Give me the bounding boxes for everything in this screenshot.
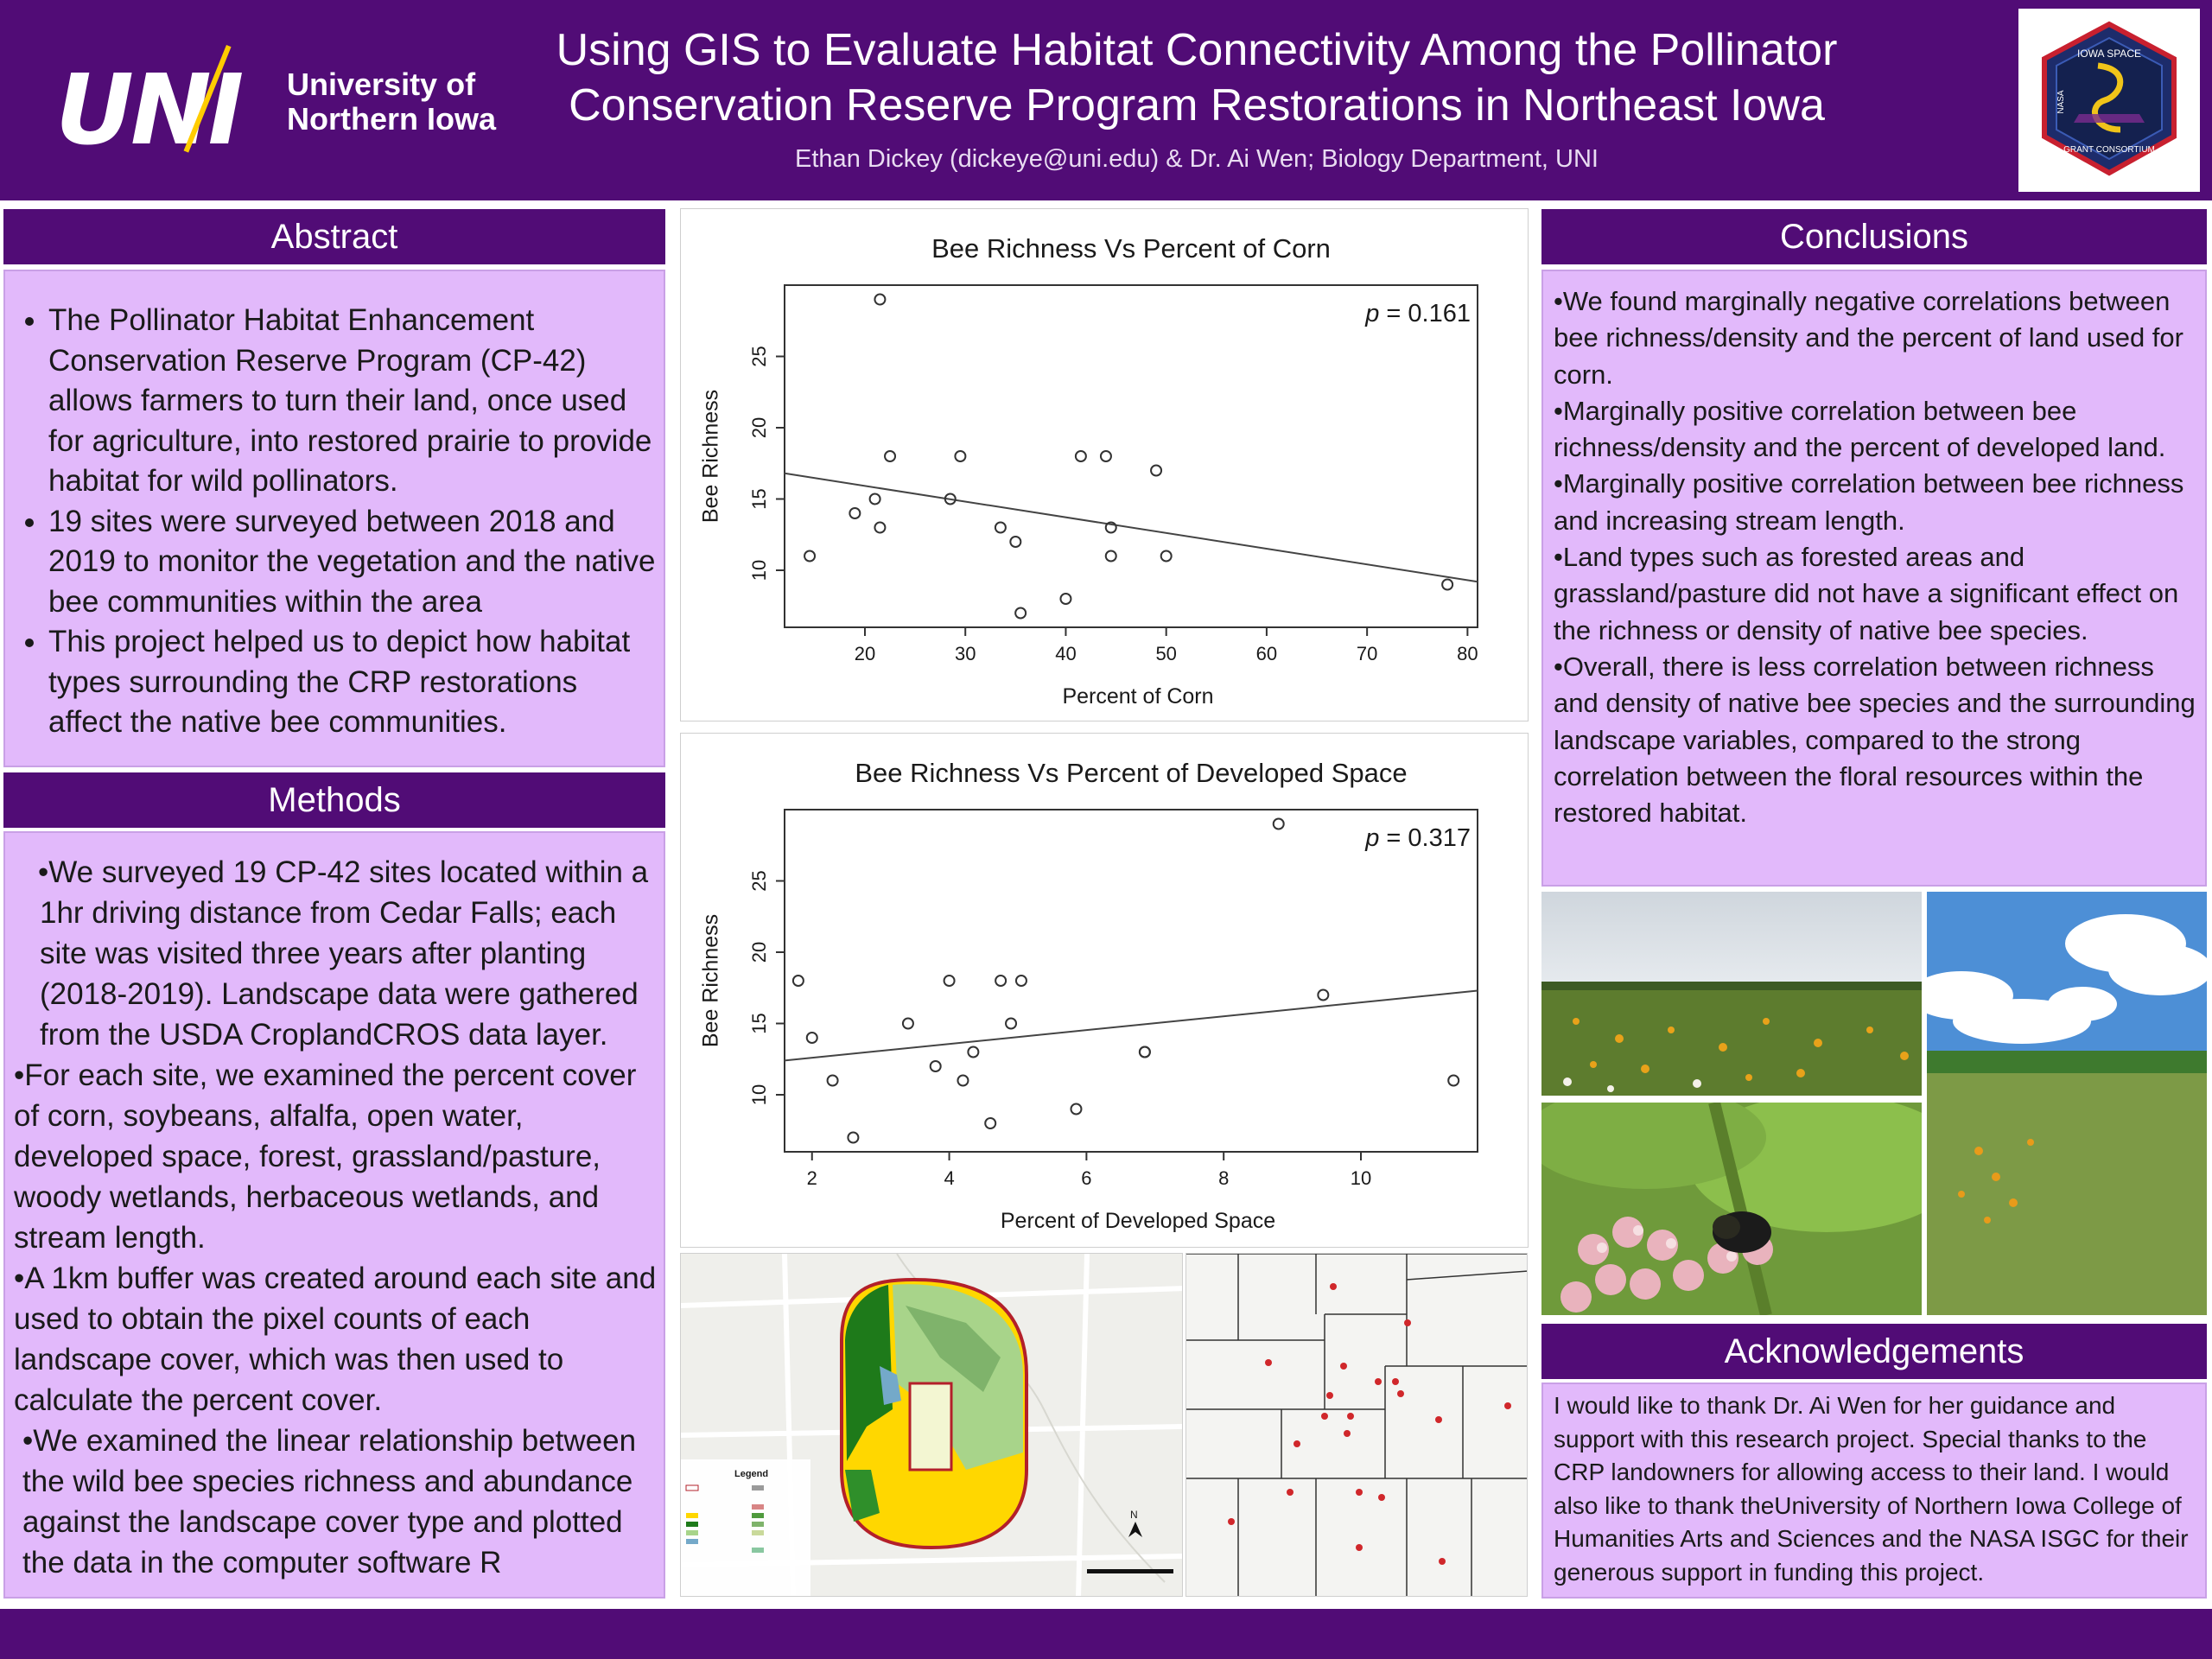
x-axis-label: Percent of Developed Space xyxy=(1000,1209,1276,1233)
data-point xyxy=(944,976,955,986)
x-tick-label: 8 xyxy=(1218,1167,1230,1189)
p-symbol: p xyxy=(1365,824,1380,852)
data-point xyxy=(874,523,885,533)
uni-logo-mark: UNI xyxy=(55,54,241,167)
data-point xyxy=(793,976,804,986)
methods-item-3-text: •A 1km buffer was created around each site and used to obtain the pixel counts of each landscape cover, which was then used to calculate the percent cover. xyxy=(14,1262,657,1417)
abstract-body xyxy=(3,270,665,767)
abstract-list xyxy=(14,301,657,743)
data-point xyxy=(1106,551,1116,562)
data-point xyxy=(1101,451,1111,461)
data-point xyxy=(874,295,885,305)
data-point xyxy=(995,523,1006,533)
methods-item-4 xyxy=(14,1421,664,1583)
y-tick-label: 10 xyxy=(747,559,770,582)
conclusions-heading: Conclusions xyxy=(1541,209,2207,264)
methods-body xyxy=(3,831,665,1599)
data-point xyxy=(804,551,815,562)
data-point xyxy=(1442,580,1452,590)
plot-frame xyxy=(785,285,1478,627)
data-point xyxy=(1140,1047,1150,1058)
methods-item-1 xyxy=(14,852,664,1055)
prairie-photo-sky xyxy=(1927,892,2207,1315)
acknowledgements-body: I would like to thank Dr. Ai Wen for her guidance and support with this research project. Special thanks to the CRP landowners for allowing access to their land. I would also like to thank theUniversity of Northern Iowa College of Humanities Arts and Sciences and the NASA ISGC for their generous support in funding this project. xyxy=(1541,1382,2207,1599)
data-point xyxy=(870,494,880,505)
badge-text-bottom: GRANT CONSORTIUM xyxy=(2063,145,2155,155)
badge-text-left: NASA xyxy=(2056,90,2066,114)
data-point xyxy=(968,1047,978,1058)
y-tick-label: 25 xyxy=(747,870,770,892)
data-point xyxy=(903,1019,913,1029)
y-tick-label: 15 xyxy=(747,1013,770,1034)
abstract-bullet-1: • The Pollinator Habitat Enhancement Conservation Reserve Program (CP-42) allows farmers to turn their land, once used for agriculture, into restored prairie to provide habitat for wild pollinators. xyxy=(48,301,657,502)
land-use-map-image xyxy=(681,1254,1183,1597)
university-name-line2: Northern Iowa xyxy=(287,101,497,137)
methods-item-1-text: •We surveyed 19 CP-42 sites located within a 1hr driving distance from Cedar Falls; each site was visited three years after planting (2018-2019). Landscape data were gathered from the USDA CroplandCROS data layer. xyxy=(38,855,649,1052)
university-name-line1: University of xyxy=(287,67,476,102)
data-point xyxy=(957,1076,968,1086)
data-point xyxy=(1010,537,1020,547)
data-point xyxy=(955,451,965,461)
conclusion-item-4: •Land types such as forested areas and grassland/pasture did not have a significant effect on the richness or density of native bee species. xyxy=(1554,542,2179,645)
data-point xyxy=(885,451,895,461)
x-tick-label: 10 xyxy=(1350,1167,1372,1189)
site-locations-map xyxy=(1185,1253,1528,1597)
methods-item-2 xyxy=(14,1055,664,1258)
isgc-badge-icon xyxy=(2018,9,2200,192)
prairie-sky-image xyxy=(1927,892,2207,1315)
map-legend-title: Legend xyxy=(734,1469,769,1479)
x-tick-label: 70 xyxy=(1356,643,1378,664)
data-point xyxy=(807,1033,817,1043)
conclusion-item-1: •We found marginally negative correlations between bee richness/density and the percent of land used for corn. xyxy=(1554,286,2183,390)
p-value-annotation xyxy=(1364,300,1471,327)
abstract-bullet-2: • 19 sites were surveyed between 2018 and 2019 to monitor the vegetation and the native bee communities within the area xyxy=(48,502,657,623)
scatter-plot-corn xyxy=(681,209,1529,722)
conclusion-item-3: •Marginally positive correlation between bee richness and increasing stream length. xyxy=(1554,468,2184,536)
x-tick-label: 6 xyxy=(1081,1167,1092,1189)
data-point xyxy=(1274,819,1284,830)
badge-text-top: IOWA SPACE xyxy=(2076,48,2142,60)
x-tick-label: 80 xyxy=(1457,643,1478,664)
regression-line xyxy=(785,474,1478,582)
university-name xyxy=(287,67,496,137)
data-point xyxy=(1161,551,1172,562)
acknowledgements-heading: Acknowledgements xyxy=(1541,1324,2207,1379)
county-map-image xyxy=(1186,1254,1528,1597)
data-point xyxy=(995,976,1006,986)
x-tick-label: 30 xyxy=(954,643,976,664)
x-tick-label: 20 xyxy=(854,643,876,664)
y-axis-label: Bee Richness xyxy=(698,913,723,1048)
data-point xyxy=(1076,451,1086,461)
methods-heading: Methods xyxy=(3,772,665,828)
x-tick-label: 2 xyxy=(806,1167,817,1189)
prairie-field-image xyxy=(1541,892,1922,1096)
x-tick-label: 60 xyxy=(1255,643,1278,664)
poster-footer xyxy=(0,1609,2212,1659)
data-point xyxy=(931,1061,941,1071)
y-tick-label: 10 xyxy=(747,1084,770,1106)
buffer-land-use-map xyxy=(680,1253,1183,1597)
abstract-bullet-3: • This project helped us to depict how habitat types surrounding the CRP restorations affect the native bee communities. xyxy=(48,622,657,743)
poster-authors: Ethan Dickey (dickeye@uni.edu) & Dr. Ai Wen; Biology Department, UNI xyxy=(795,145,1599,173)
data-point xyxy=(1060,594,1071,604)
y-tick-label: 15 xyxy=(747,488,770,510)
x-tick-label: 40 xyxy=(1055,643,1077,664)
conclusions-body xyxy=(1541,270,2207,887)
p-value: = 0.317 xyxy=(1379,824,1471,852)
methods-item-3 xyxy=(14,1258,664,1421)
y-tick-label: 25 xyxy=(747,346,770,367)
poster-title xyxy=(518,22,1875,133)
data-point xyxy=(1151,466,1161,476)
x-axis-label: Percent of Corn xyxy=(1062,684,1214,709)
milkweed-bee-photo xyxy=(1541,1103,1922,1315)
data-point xyxy=(849,508,860,518)
abstract-heading: Abstract xyxy=(3,209,665,264)
data-point xyxy=(1016,976,1027,986)
chart-title: Bee Richness Vs Percent of Developed Space xyxy=(855,758,1408,788)
plot-frame xyxy=(785,810,1478,1152)
data-point xyxy=(828,1076,838,1086)
data-point xyxy=(1318,990,1328,1001)
isgc-logo xyxy=(2018,9,2200,192)
y-tick-label: 20 xyxy=(747,416,770,439)
milkweed-bee-image xyxy=(1541,1103,1922,1315)
data-point xyxy=(985,1118,995,1128)
map-north-arrow: N xyxy=(1130,1509,1138,1521)
scatter-plot-developed xyxy=(681,734,1529,1249)
data-point xyxy=(1015,608,1026,619)
p-symbol: p xyxy=(1365,300,1380,327)
chart-developed xyxy=(680,733,1529,1248)
x-tick-label: 4 xyxy=(944,1167,955,1189)
y-tick-label: 20 xyxy=(747,941,770,963)
y-axis-label: Bee Richness xyxy=(698,389,723,524)
chart-title: Bee Richness Vs Percent of Corn xyxy=(931,233,1331,264)
regression-line xyxy=(785,991,1478,1061)
data-point xyxy=(1071,1104,1081,1115)
data-point xyxy=(848,1133,858,1143)
data-point xyxy=(1448,1076,1459,1086)
x-tick-label: 50 xyxy=(1155,643,1177,664)
poster-title-line2: Conservation Reserve Program Restorations in Northeast Iowa xyxy=(569,80,1825,130)
data-point xyxy=(1006,1019,1016,1029)
p-value-annotation xyxy=(1364,824,1471,852)
poster-title-line1: Using GIS to Evaluate Habitat Connectivity Among the Pollinator xyxy=(556,25,1838,75)
conclusion-item-2: •Marginally positive correlation between bee richness/density and the percent of developed land. xyxy=(1554,395,2166,463)
prairie-photo-field xyxy=(1541,892,1922,1096)
chart-corn xyxy=(680,208,1529,721)
p-value: = 0.161 xyxy=(1379,300,1471,327)
conclusion-item-5: •Overall, there is less correlation between richness and density of native bee species and the surrounding landscape variables, compared to the strong correlation between the floral resources within the restored habitat. xyxy=(1554,651,2196,829)
methods-item-2-text: •For each site, we examined the percent cover of corn, soybeans, alfalfa, open water, developed space, forest, grassland/pasture, woody wetlands, herbaceous wetlands, and stream length. xyxy=(14,1058,637,1255)
methods-item-4-text: •We examined the linear relationship between the wild bee species richness and abundance against the landscape cover type and plotted the data in the computer software R xyxy=(22,1424,637,1580)
